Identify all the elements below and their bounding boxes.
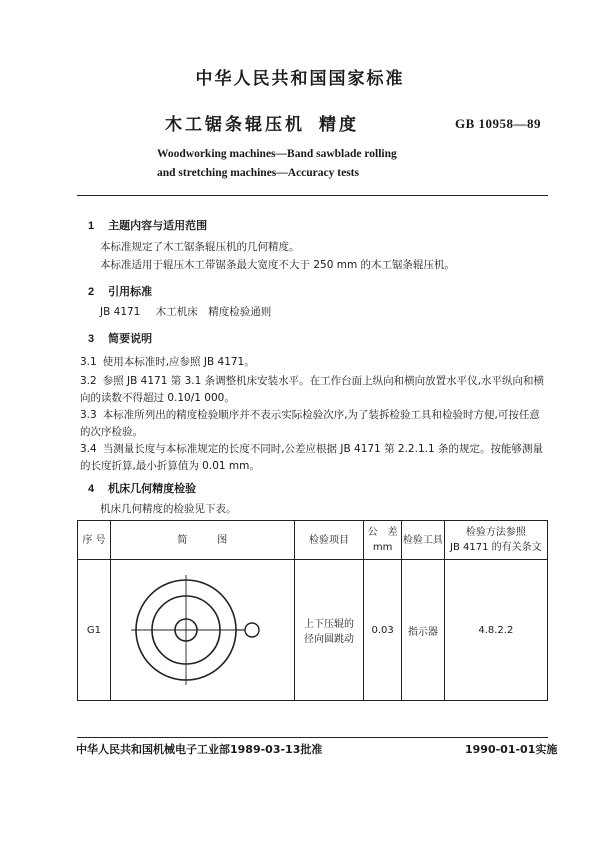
header-tolerance [364,521,402,560]
clause-number: 3.2 [80,375,97,387]
clause-number: 3.4 [80,443,97,455]
clause-number: 3.3 [80,409,97,421]
header-tool: 检验工具 [402,521,445,560]
header-item: 检验项目 [294,521,363,560]
row-method: 4.8.2.2 [444,560,547,701]
clause-3-2 [80,373,547,407]
row-item-line-2: 径向圆跳动 [304,634,354,645]
table-header-row [78,521,548,560]
section-1-paragraph-2: 本标准适用于辊压木工带锯条最大宽度不大于 250 mm 的木工锯条辊压机。 [100,259,456,271]
standard-title-main: 木工锯条辊压机 [165,115,305,135]
row-item-line-1: 上下压辊的 [304,619,354,630]
section-title: 引用标准 [108,285,153,298]
reference-code: JB 4171 [100,306,141,318]
clause-text: 参照 JB 4171 第 3.1 条调整机床安装水平。在工作台面上纵向和横向放置水平仪,水平纵向和横向的读数不得超过 0.10/1 000。 [80,375,544,404]
section-1-heading [88,217,207,233]
standard-code: GB 10958—89 [455,116,542,131]
section-number: 2 [88,286,95,298]
english-title [157,145,457,183]
header-seq: 序 号 [78,521,111,560]
table-row [78,560,548,701]
section-title: 简要说明 [108,332,153,345]
section-number: 4 [88,483,95,495]
roller-sketch [111,560,294,700]
row-tool: 指示器 [402,560,445,701]
section-title: 主题内容与适用范围 [108,219,208,232]
section-4-heading [88,480,196,496]
clause-3-4 [80,441,547,475]
standard-title [165,110,359,135]
standard-title-sub: 精度 [319,115,359,135]
row-seq: G1 [78,560,111,701]
section-number: 3 [88,333,95,345]
approval-note: 中华人民共和国机械电子工业部1989-03-13批准 [76,743,323,756]
inspection-table [77,520,548,701]
section-3-heading [88,330,152,346]
english-title-line-1: Woodworking machines—Band sawblade rolling [157,148,397,160]
normative-reference [100,304,271,320]
header-tolerance-unit: mm [372,542,393,553]
section-number: 1 [88,220,95,232]
header-sketch: 简 图 [110,521,294,560]
reference-title: 木工机床 精度检验通则 [155,306,272,318]
effective-date: 1990-01-01实施 [465,743,558,756]
section-title: 机床几何精度检验 [108,482,197,495]
row-tolerance: 0.03 [364,560,402,701]
section-2-heading [88,283,152,299]
clause-text: 使用本标准时,应参照 JB 4171。 [102,356,255,368]
header-divider [77,195,548,196]
footer-divider [77,737,548,738]
row-item [294,560,363,701]
clause-text: 当测量长度与本标准规定的长度不同时,公差应根据 JB 4171 第 2.2.1.1 条的规定。按能够测量的长度折算,最小折算值为 0.01 mm。 [80,443,543,472]
clause-number: 3.1 [80,356,97,368]
header-method [444,521,547,560]
section-1-paragraph-1: 本标准规定了木工锯条辊压机的几何精度。 [100,241,300,253]
indicator-icon [245,623,259,637]
header-method-line-2: JB 4171 的有关条文 [450,542,542,553]
section-4-intro: 机床几何精度的检验见下表。 [100,503,237,515]
row-sketch [110,560,294,701]
clause-text: 本标准所列出的精度检验顺序并不表示实际检验次序,为了装拆检验工具和检验时方便,可按任意的次序检验。 [80,409,540,438]
issuing-authority-title: 中华人民共和国国家标准 [195,69,405,89]
header-method-line-1: 检验方法参照 [465,527,526,538]
english-title-line-2: and stretching machines—Accuracy tests [157,167,359,179]
clause-3-3 [80,407,547,441]
header-tolerance-label: 公 差 [367,527,398,538]
clause-3-1 [80,354,547,371]
